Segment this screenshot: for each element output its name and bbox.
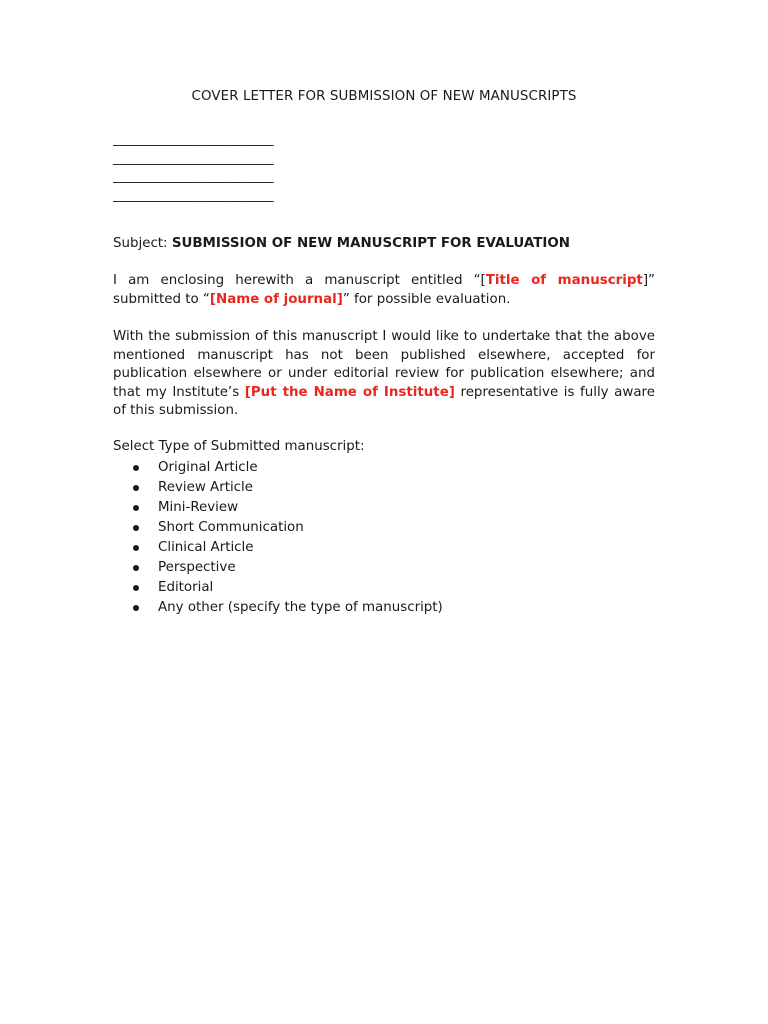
address-blank-line: ________________________ [113, 169, 274, 185]
manuscript-type-label-text: Review Article [158, 480, 253, 495]
manuscript-type-item [113, 518, 443, 538]
bullet-dot-icon [133, 485, 139, 491]
institute-placeholder: [Put the Name of Institute] [244, 384, 455, 400]
document-title: COVER LETTER FOR SUBMISSION OF NEW MANUSCRIPTS [191, 89, 577, 104]
subject-line [113, 235, 655, 254]
bullet-dot-icon [133, 565, 139, 571]
manuscript-type-item [113, 558, 443, 578]
para1-text-2: ]” submitted to “ [113, 273, 655, 307]
manuscript-type-item [113, 478, 443, 498]
paragraph-enclosing [113, 272, 655, 309]
manuscript-type-label-text: Perspective [158, 560, 236, 575]
manuscript-type-label-text: Original Article [158, 460, 258, 475]
address-blank-line: ________________________ [113, 132, 274, 147]
address-blank-lines [113, 131, 274, 205]
manuscript-type-label-text: Clinical Article [158, 540, 254, 555]
para2-text-1: With the submission of this manuscript I would like to undertake that the above mentioned manuscript has not been published elsewhere, accepted for publication elsewhere or under editorial review for publication elsewhere; and that my Institute’s [113, 329, 655, 400]
manuscript-type-item [113, 578, 443, 598]
title-placeholder: Title of manuscript [485, 273, 643, 288]
manuscript-type-label-text: Editorial [158, 580, 214, 595]
address-blank-line: ________________________ [113, 187, 274, 203]
bullet-dot-icon [133, 545, 139, 551]
address-blank-line: ________________________ [113, 150, 274, 166]
manuscript-type-list [113, 458, 443, 618]
bullet-dot-icon [133, 525, 139, 531]
manuscript-type-item [113, 458, 443, 478]
manuscript-type-label-text: Mini-Review [158, 500, 239, 515]
journal-placeholder: [Name of journal] [209, 291, 343, 307]
para1-text-1: I am enclosing herewith a manuscript entitled “[ [113, 273, 486, 288]
subject-value: SUBMISSION OF NEW MANUSCRIPT FOR EVALUATION [171, 236, 570, 251]
bullet-dot-icon [133, 585, 139, 591]
subject-label: Subject: [113, 236, 172, 251]
manuscript-type-label-text: Any other (specify the type of manuscript) [158, 600, 443, 615]
manuscript-type-label-text: Short Communication [158, 520, 304, 535]
bullet-dot-icon [133, 505, 139, 511]
para1-text-3: ” for possible evaluation. [342, 291, 511, 307]
bullet-dot-icon [133, 465, 139, 471]
manuscript-type-item [113, 538, 443, 558]
paragraph-undertaking [113, 328, 655, 421]
manuscript-type-item [113, 598, 443, 618]
bullet-dot-icon [133, 605, 139, 611]
manuscript-type-label: Select Type of Submitted manuscript: [113, 439, 365, 454]
manuscript-type-item [113, 498, 443, 518]
para2-text-2: representative is fully aware of this submission. [113, 384, 655, 419]
